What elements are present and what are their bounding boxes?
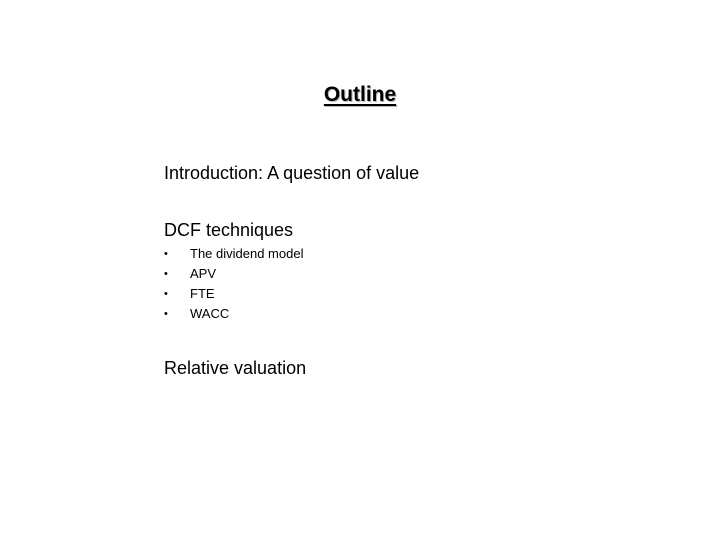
bullet-label: WACC [190,306,230,321]
bullet-label: APV [190,266,217,281]
section-dcf-techniques: DCF techniques [164,220,294,240]
bullet-label: FTE [190,286,215,301]
bullet-icon: • [164,268,168,280]
section-introduction: Introduction: A question of value [164,163,420,183]
bullet-icon: • [164,308,168,320]
bullet-icon: • [164,248,168,260]
bullet-icon: • [164,288,168,300]
section-relative-valuation: Relative valuation [164,358,307,378]
bullet-label: The dividend model [190,246,304,261]
slide-title: Outline [323,83,397,106]
